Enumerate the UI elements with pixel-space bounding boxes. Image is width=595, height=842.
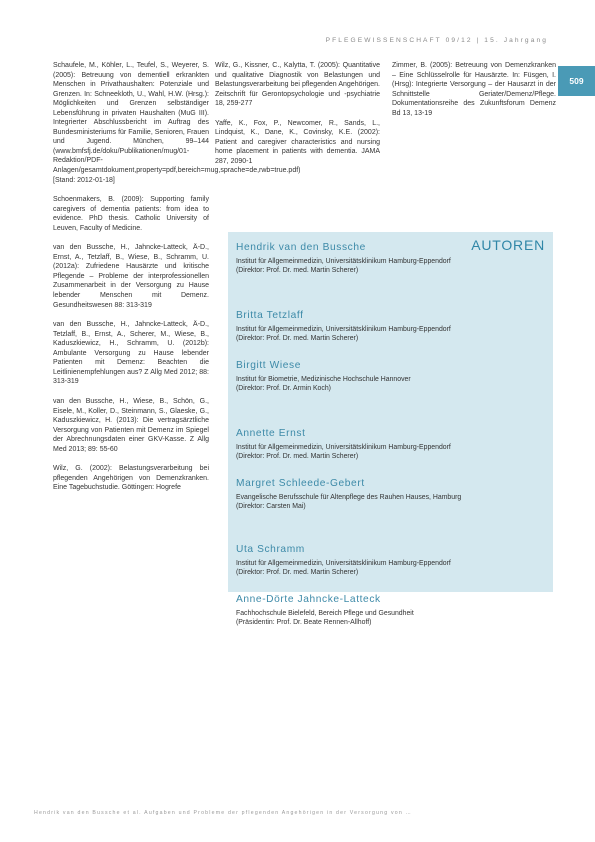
authors-box bbox=[228, 232, 553, 626]
author-entry bbox=[236, 242, 451, 276]
author-name: Margret Schleede-Gebert bbox=[236, 478, 365, 489]
author-director: (Direktor: Prof. Dr. med. Martin Scherer) bbox=[236, 568, 359, 576]
footer-running-title: Hendrik van den Bussche et al. Aufgaben und Probleme der pflegenden Angehörigen in der Versorgung von … bbox=[34, 810, 412, 816]
author-entry bbox=[236, 478, 461, 512]
reference-column-3 bbox=[392, 61, 556, 128]
author-entry bbox=[236, 360, 411, 394]
reference-column-2 bbox=[215, 61, 380, 176]
author-director: (Direktor: Prof. Dr. Armin Koch) bbox=[236, 384, 331, 392]
authors-title: AUTOREN bbox=[471, 237, 545, 253]
reference-entry: van den Bussche, H., Wiese, B., Schön, G., Eisele, M., Koller, D., Steinmann, S., Glaeske, G., Kaduszkiewicz, H. (2013): Die vertragsärztliche Versorgung von Patienten mit Demenz im Spiegel der Abrechnungsdaten einer GKV-Kasse. Z Allg Med 2013; 89: 55-60 bbox=[53, 397, 209, 453]
running-head: PFLEGEWISSENSCHAFT 09/12 | 15. Jahrgang bbox=[325, 37, 548, 44]
reference-entry: Zimmer, B. (2005): Betreuung von Demenzkranken – Eine Schlüsselrolle für Hausärzte. In: Füsgen, I. (Hrsg): Integrierte Versorgung – der Hausarzt in der Schnittstelle Geriater/Demenz/Pflege. Dokumentationsreihe des Zukunftsforum Demenz Bd 13, 13-19 bbox=[392, 62, 556, 117]
author-director: (Präsidentin: Prof. Dr. Beate Rennen-Allhoff) bbox=[236, 618, 372, 626]
author-institution: Evangelische Berufsschule für Altenpflege des Rauhen Hauses, Hamburg bbox=[236, 494, 462, 501]
page-number-tab: 509 bbox=[558, 66, 595, 96]
author-entry bbox=[236, 544, 451, 578]
author-name: Birgitt Wiese bbox=[236, 360, 301, 371]
author-name: Hendrik van den Bussche bbox=[236, 242, 366, 253]
author-institution: Fachhochschule Bielefeld, Bereich Pflege und Gesundheit bbox=[236, 610, 414, 617]
reference-entry: Yaffe, K., Fox, P., Newcomer, R., Sands, L., Lindquist, K., Dane, K., Covinsky, K.E. (2002): Patient and caregiver characteristics and nursing home placement in patients with dementia. JAMA 287, 2090-1 bbox=[215, 119, 380, 165]
author-institution: Institut für Biometrie, Medizinische Hochschule Hannover bbox=[236, 376, 411, 383]
author-director: (Direktor: Carsten Mai) bbox=[236, 502, 306, 510]
author-director: (Direktor: Prof. Dr. med. Martin Scherer) bbox=[236, 452, 359, 460]
author-institution: Institut für Allgemeinmedizin, Universitätsklinikum Hamburg-Eppendorf bbox=[236, 444, 451, 451]
author-director: (Direktor: Prof. Dr. med. Martin Scherer) bbox=[236, 266, 359, 274]
author-entry bbox=[236, 310, 451, 344]
author-name: Britta Tetzlaff bbox=[236, 310, 304, 321]
author-entry bbox=[236, 428, 451, 462]
author-name: Anne-Dörte Jahncke-Latteck bbox=[236, 594, 381, 605]
author-institution: Institut für Allgemeinmedizin, Universitätsklinikum Hamburg-Eppendorf bbox=[236, 326, 451, 333]
author-director: (Direktor: Prof. Dr. med. Martin Scherer) bbox=[236, 334, 359, 342]
reference-entry: Wilz, G. (2002): Belastungsverarbeitung bei pflegenden Angehörigen von Demenzkranken. Eine Tagebuchstudie. Göttingen: Hogrefe bbox=[53, 465, 209, 492]
author-institution: Institut für Allgemeinmedizin, Universitätsklinikum Hamburg-Eppendorf bbox=[236, 560, 451, 567]
reference-entry: Wilz, G., Kissner, C., Kalytta, T. (2005): Quantitative und qualitative Diagnostik von Belastungen und Belastungsverarbeitung bei pflegenden Angehörigen. Zeitschrift für Gerontopsychologie und -psychiatrie 18, 259-277 bbox=[215, 62, 380, 108]
author-entry bbox=[236, 594, 414, 628]
author-institution: Institut für Allgemeinmedizin, Universitätsklinikum Hamburg-Eppendorf bbox=[236, 258, 451, 265]
author-name: Annette Ernst bbox=[236, 428, 306, 439]
reference-entry: van den Bussche, H., Jahncke-Latteck, Ä-D., Ernst, A., Tetzlaff, B., Wiese, B., Schramm, U. (2012a): Zufriedene Hausärzte und kritische Pflegende – Probleme der interprofessionellen Zusammenarbeit in der Versorgung zu Hause lebender Menschen mit Demenz. Gesundheitswesen 88: 313-319 bbox=[53, 244, 209, 309]
author-name: Uta Schramm bbox=[236, 544, 305, 555]
reference-entry: Schoenmakers, B. (2009): Supporting family caregivers of dementia patients: from idea to evidence. PhD thesis. Catholic University of Leuven, Faculty of Medicine. bbox=[53, 196, 209, 232]
reference-entry: van den Bussche, H., Jahncke-Latteck, Ä-D., Tetzlaff, B., Ernst, A., Scherer, M., Wiese, B., Kaduszkiewicz, H., Schramm, U. (2012b): Ambulante Versorgung zu Hause lebender Patienten mit Demenz: Beachten die Leitlinienempfehlungen aus? Z Allg Med 2012; 88: 313-319 bbox=[53, 321, 209, 386]
reference-entry: Schaufele, M., Köhler, L., Teufel, S., Weyerer, S. (2005): Betreuung von dementiell erkrankten Menschen in Privathaushalten: Potenziale und Grenzen. In: Schneekloth, U., Wahl, H.W. (Hrsg.): Möglichkeiten und Grenzen selbständiger Lebensführung in privaten Haushalten (MuG III). Integrierter Abschlussbericht im Auftrag des Bundesministeriums für Familie, Senioren, Frauen und Jugend. München, 99–144 (www.bmfsfj.de/doku/Publikationen/mug/01-Redaktion/PDF-Anlagen/gesamtdokument,property=pdf,bereich=mug,sprache=de,rwb=true.pdf) [Stand: 2012-01-18] bbox=[53, 62, 301, 184]
